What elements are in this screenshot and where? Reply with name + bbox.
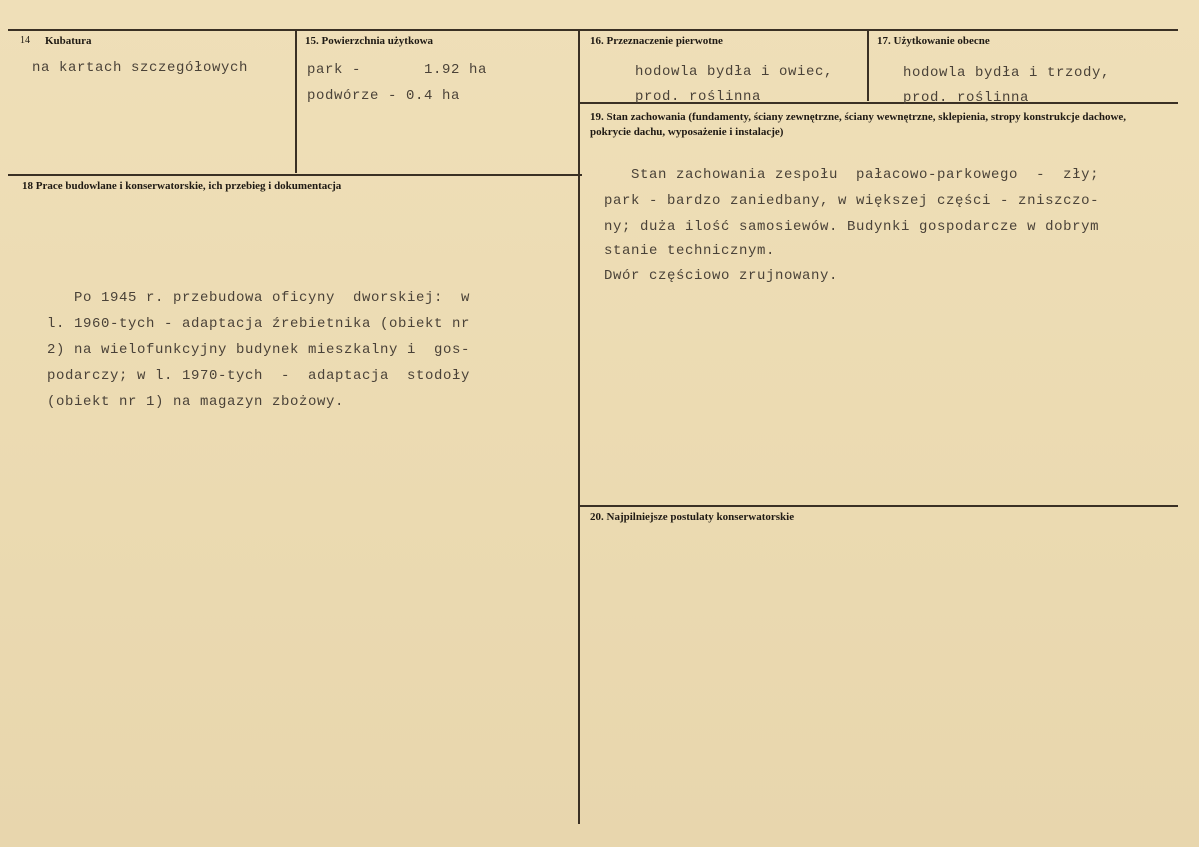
section-17-line2: prod. roślinna	[903, 90, 1030, 106]
section-19-line: park - bardzo zaniedbany, w większej części - zniszczo-	[604, 193, 1100, 209]
rule-above-20	[580, 505, 1178, 507]
section-14-label: Kubatura	[45, 35, 92, 47]
section-15-line1: park - 1.92 ha	[307, 62, 488, 78]
section-17-line1: hodowla bydła i trzody,	[903, 65, 1111, 81]
rule-below-14-15	[8, 174, 582, 176]
section-18-line: 2) na wielofunkcyjny budynek mieszkalny i gos-	[47, 342, 471, 358]
section-19-line: stanie technicznym.	[604, 243, 776, 259]
section-17-label: 17. Użytkowanie obecne	[877, 35, 990, 47]
section-19-line: ny; duża ilość samosiewów. Budynki gospodarcze w dobrym	[604, 219, 1100, 235]
divider-16-17	[867, 31, 869, 101]
section-16-label: 16. Przeznaczenie pierwotne	[590, 35, 723, 47]
section-18-line: (obiekt nr 1) na magazyn zbożowy.	[47, 394, 345, 410]
section-19-line: Stan zachowania zespołu pałacowo-parkowego - zły;	[604, 167, 1100, 183]
section-16-line1: hodowla bydła i owiec,	[635, 64, 834, 80]
section-19-label: 19. Stan zachowania (fundamenty, ściany zewnętrzne, ściany wewnętrzne, sklepienia, stropy konstrukcje dachowe, pokrycie dachu, wyposażenie i instalacje)	[590, 111, 1127, 138]
section-15-label: 15. Powierzchnia użytkowa	[305, 35, 434, 47]
section-18-line: podarczy; w l. 1970-tych - adaptacja stodoły	[47, 368, 471, 384]
section-20-label: 20. Najpilniejsze postulaty konserwatorskie	[590, 511, 795, 523]
section-19-line: Dwór częściowo zrujnowany.	[604, 268, 839, 284]
divider-14-15	[295, 31, 297, 173]
center-divider	[578, 31, 580, 824]
top-rule	[8, 29, 1178, 31]
section-15-line2: podwórze - 0.4 ha	[307, 88, 461, 104]
section-14-value: na kartach szczegółowych	[32, 60, 249, 76]
section-18-line: l. 1960-tych - adaptacja źrebietnika (obiekt nr	[47, 316, 471, 332]
section-14-number: 14	[20, 35, 30, 46]
section-18-label: 18 Prace budowlane i konserwatorskie, ich przebieg i dokumentacja	[22, 180, 342, 192]
section-18-line: Po 1945 r. przebudowa oficyny dworskiej: w	[47, 290, 471, 306]
section-16-line2: prod. roślinna	[635, 89, 762, 105]
